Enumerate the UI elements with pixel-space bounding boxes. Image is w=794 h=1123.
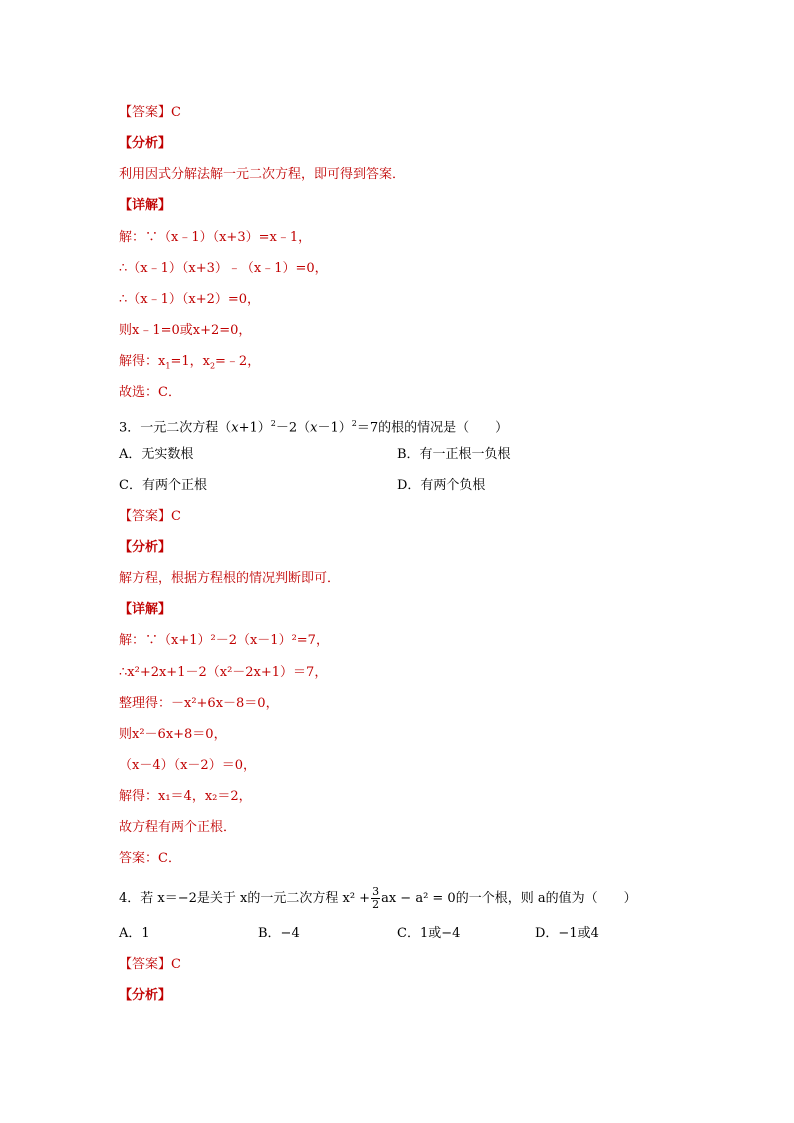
q3-stem [119,416,508,436]
q4-answer: 【答案】C [119,957,181,972]
q3-stem-c: －2（ [275,420,311,436]
q3-option-c: C．有两个正根 [119,478,207,493]
q3-step-3: 整理得：－x²+6x－8＝0， [119,696,279,711]
q2-analysis-text: 利用因式分解法解一元二次方程，即可得到答案． [119,167,406,182]
q3-stem-sup1: 2 [270,419,276,428]
q3-stem-sup2: 2 [351,419,357,428]
q4-stem [119,886,637,911]
q4-option-a: A．1 [119,926,150,941]
q2-step-4: 则x﹣1=0或x+2=0， [119,323,252,338]
q4-stem-b: ax − a² = 0的一个根，则 a的值为（ ） [381,891,637,906]
q3-analysis-heading: 【分析】 [119,540,172,555]
q4-fraction-denominator: 2 [372,898,380,911]
q2-conclusion: 故选：C． [119,385,181,400]
q3-step-7: 故方程有两个正根． [119,820,237,835]
q2-answer: 【答案】C [119,105,181,120]
q2-step-5 [119,354,260,375]
q2-step-1: 解：∵（x﹣1）（x+3）=x﹣1， [119,230,312,245]
q4-option-d: D．−1或4 [535,926,599,941]
q4-option-c: C．1或−4 [397,926,461,941]
q4-stem-a: 4．若 x＝−2是关于 x的一元二次方程 x² + [119,891,371,906]
q2-step-2: ∴（x﹣1）（x+3）﹣（x﹣1）=0， [119,261,328,276]
q2-step-5-c: =﹣2， [215,354,261,369]
q3-conclusion: 答案：C． [119,851,181,866]
q3-option-a: A．无实数根 [119,447,194,462]
q3-analysis-text: 解方程，根据方程根的情况判断即可． [119,571,341,586]
q2-detail-heading: 【详解】 [119,198,172,213]
q3-step-5: （x－4）（x－2）＝0， [119,758,256,773]
q2-analysis-heading: 【分析】 [119,136,172,151]
q3-stem-b: +1） [238,420,271,436]
q4-analysis-heading: 【分析】 [119,988,172,1003]
q4-fraction-numerator: 3 [372,885,380,898]
q3-step-2: ∴x²+2x+1－2（x²－2x+1）＝7， [119,665,328,680]
q4-fraction [371,886,380,911]
q3-stem-x1: x [231,420,239,436]
q2-step-5-a: 解得：x [119,354,166,369]
q3-step-4: 则x²－6x+8＝0， [119,727,227,742]
q3-stem-e: ＝7的根的情况是（ ） [356,420,509,436]
q3-stem-d: －1） [317,420,352,436]
q3-stem-x2: x [310,420,318,436]
q2-step-5-b: =1，x [170,354,210,369]
q3-answer: 【答案】C [119,509,181,524]
q2-step-3: ∴（x﹣1）（x+2）=0， [119,292,261,307]
q3-step-6: 解得：x₁＝4，x₂＝2， [119,789,252,804]
q2-step-5-sub2: 2 [209,361,216,371]
q3-detail-heading: 【详解】 [119,602,172,617]
q3-option-d: D．有两个负根 [397,478,486,493]
q3-step-1: 解：∵（x+1）²－2（x－1）²=7， [119,633,329,648]
q3-option-b: B．有一正根一负根 [397,447,511,462]
q3-stem-a: 3．一元二次方程（ [119,420,232,436]
q2-step-5-sub1: 1 [165,361,171,371]
q4-option-b: B．−4 [258,926,300,941]
